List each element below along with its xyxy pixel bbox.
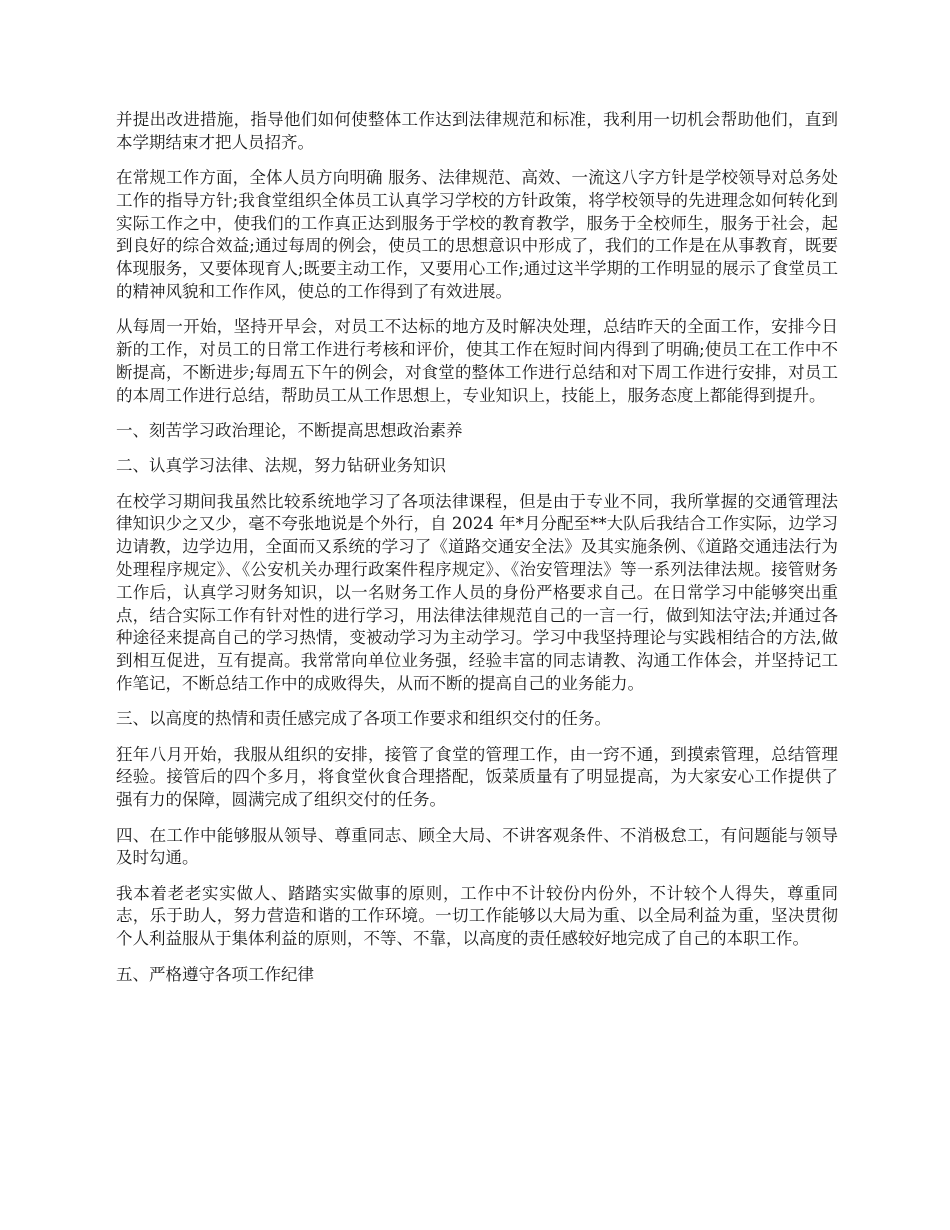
paragraph-routine-work: 在常规工作方面，全体人员方向明确 服务、法律规范、高效、一流这八字方针是学校领导对总务处工作的指导方针;我食堂组织全体员工认真学习学校的方针政策，将学校领导的先进理念如何转化到实际工作之中，使我们的工作真正达到服务于学校的教育教学，服务于全校师生，服务于社会，起到良好的综合效益;通过每周的例会，使员工的思想意识中形成了，我们的工作是在从事教育，既要体现服务，又要体现育人;既要主动工作，又要用心工作;通过这半学期的工作明显的展示了食堂员工的精神风貌和工作作风，使总的工作得到了有效进展。	[116, 168, 838, 302]
paragraph-weekly-meetings: 从每周一开始，坚持开早会，对员工不达标的地方及时解决处理，总结昨天的全面工作，安排今日新的工作，对员工的日常工作进行考核和评价，使其工作在短时间内得到了明确;使员工在工作中不断提高，不断进步;每周五下午的例会，对食堂的整体工作进行总结和对下周工作进行安排，对员工的本周工作进行总结，帮助员工从工作思想上，专业知识上，技能上，服务态度上都能得到提升。	[116, 317, 838, 405]
heading-section-1: 一、刻苦学习政治理论，不断提高思想政治素养	[116, 421, 463, 441]
heading-section-2: 二、认真学习法律、法规，努力钻研业务知识	[116, 456, 446, 476]
paragraph-continuation: 并提出改进措施，指导他们如何使整体工作达到法律规范和标准，我利用一切机会帮助他们，直到本学期结束才把人员招齐。	[116, 110, 838, 152]
paragraph-canteen-management: 狂年八月开始，我服从组织的安排，接管了食堂的管理工作，由一窍不通，到摸索管理，总结管理经验。接管后的四个多月，将食堂伙食合理搭配，饭菜质量有了明显提高，为大家安心工作提供了强有力的保障，圆满完成了组织交付的任务。	[116, 744, 838, 810]
paragraph-work-attitude: 我本着老老实实做人、踏踏实实做事的原则，工作中不计较份内份外，不计较个人得失，尊重同志，乐于助人，努力营造和谐的工作环境。一切工作能够以大局为重、以全局利益为重，坚决贯彻个人利益服从于集体利益的原则，不等、不靠，以高度的责任感较好地完成了自己的本职工作。	[116, 883, 838, 949]
document-body	[116, 109, 838, 999]
heading-section-3: 三、以高度的热情和责任感完成了各项工作要求和组织交付的任务。	[116, 709, 611, 729]
paragraph-legal-study: 在校学习期间我虽然比较系统地学习了各项法律课程，但是由于专业不同，我所掌握的交通管理法律知识少之又少，毫不夸张地说是个外行，自 2024 年*月分配至**大队后我结合工作实际，边学习边请教，边学边用，全面而又系统的学习了《道路交通安全法》及其实施条例、《道路交通违法行为处理程序规定》、《公安机关办理行政案件程序规定》、《治安管理法》等一系列法律法规。接管财务工作后，认真学习财务知识，以一名财务工作人员的身份严格要求自己。在日常学习中能够突出重点，结合实际工作有针对性的进行学习，用法律法律规范自己的一言一行，做到知法守法;并通过各种途径来提高自己的学习热情，变被动学习为主动学习。学习中我坚持理论与实践相结合的方法,做到相互促进，互有提高。我常常向单位业务强，经验丰富的同志请教、沟通工作体会，并坚持记工作笔记，不断总结工作中的成败得失，从而不断的提高自己的业务能力。	[116, 491, 838, 694]
heading-section-5: 五、严格遵守各项工作纪律	[116, 964, 314, 984]
heading-section-4: 四、在工作中能够服从领导、尊重同志、顾全大局、不讲客观条件、不消极怠工，有问题能与领导及时勾通。	[116, 825, 838, 868]
